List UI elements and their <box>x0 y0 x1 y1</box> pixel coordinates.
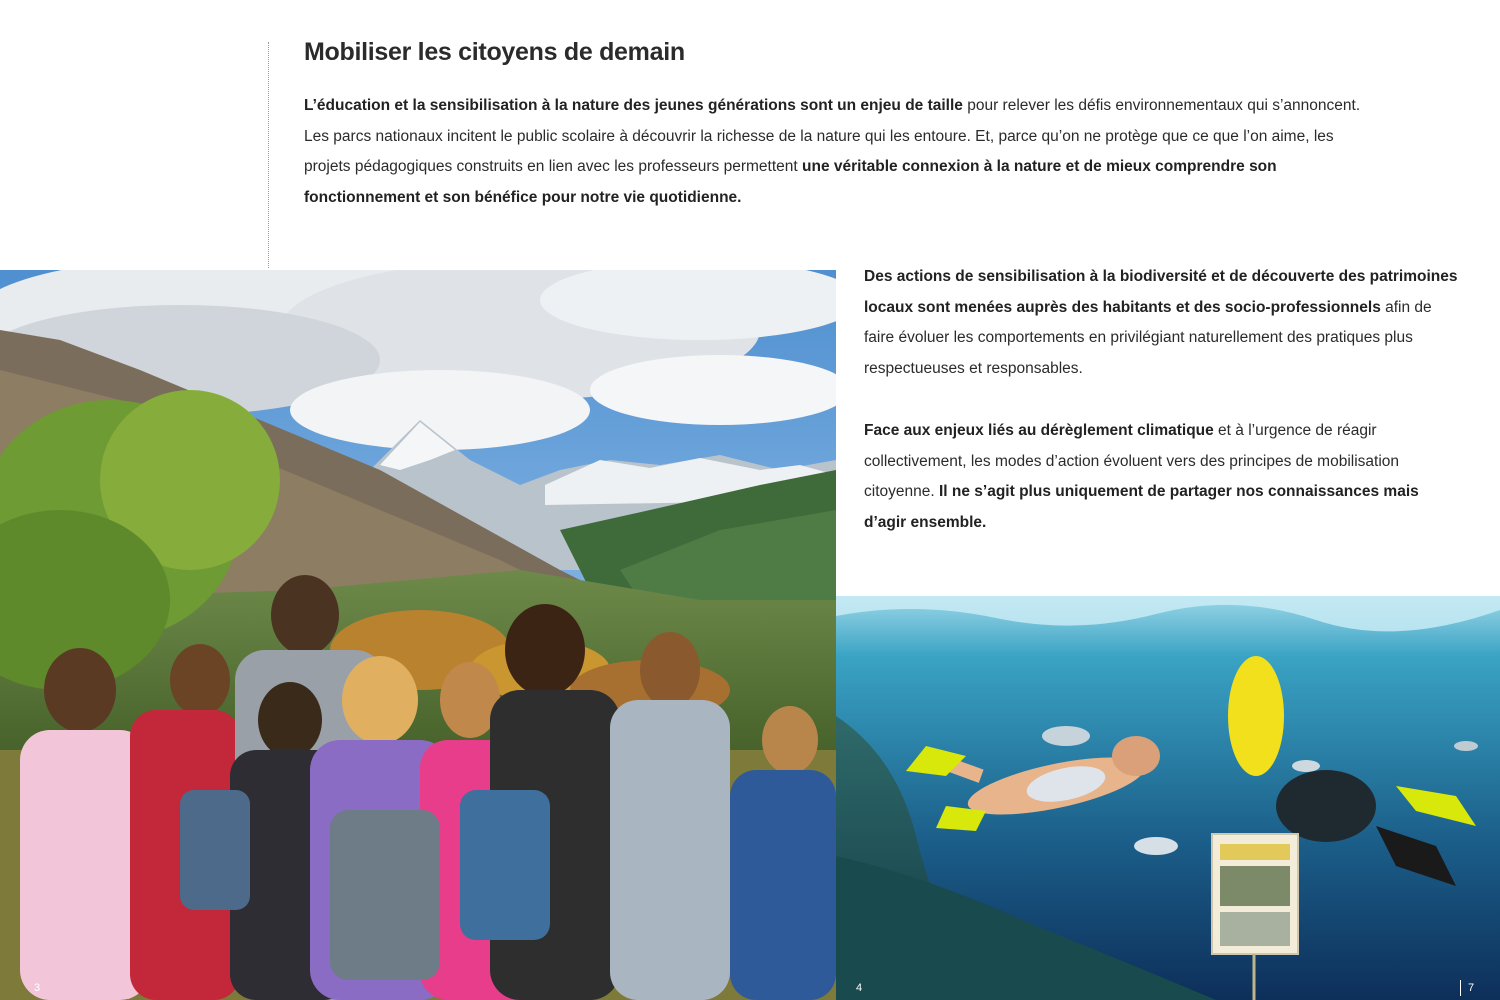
photo-caption-number: 4 <box>856 982 863 994</box>
side-p2-bold-end: Il ne s’agit plus uniquement de partager nos connaissances mais d’agir ensemble. <box>864 483 1419 531</box>
side-paragraph-awareness <box>864 262 1464 384</box>
vertical-divider <box>268 42 269 268</box>
mountain-class-photo <box>0 270 836 1000</box>
underwater-scene-illustration <box>836 596 1500 1000</box>
page-number: 7 <box>1468 982 1475 994</box>
mountain-scene-illustration <box>0 270 836 1000</box>
side-p1-text: afin de faire évoluer les comportements en privilégiant naturellement des pratiques plus respectueuses et responsables. <box>864 298 1432 377</box>
intro-bold-end: une véritable connexion à la nature et de mieux comprendre son fonctionnement et son bénéfice pour notre vie quotidienne. <box>304 158 1277 206</box>
side-paragraph-climate <box>864 416 1464 538</box>
page-title: Mobiliser les citoyens de demain <box>304 38 685 66</box>
side-p1-bold: Des actions de sensibilisation à la biodiversité et de découverte des patrimoines locaux sont menées auprès des habitants et des socio-professionnels <box>864 268 1458 316</box>
photo-caption-number: 3 <box>34 982 41 994</box>
underwater-snorkel-photo <box>836 596 1500 1000</box>
intro-body: pour relever les défis environnementaux qui s’annoncent. Les parcs nationaux incitent le public scolaire à découvrir la richesse de la nature qui les entoure. Et, parce qu’on ne protège que ce que l’on aime, les projets pédagogiques construits en lien avec les professeurs permettent <box>304 97 1361 175</box>
page-number-separator <box>1460 980 1461 996</box>
intro-bold-lead: L’éducation et la sensibilisation à la nature des jeunes générations sont un enjeu de taille <box>304 97 963 114</box>
intro-paragraph <box>304 91 1384 213</box>
side-p2-bold-lead: Face aux enjeux liés au dérèglement climatique <box>864 422 1214 439</box>
side-p2-text: et à l’urgence de réagir collectivement, les modes d’action évoluent vers des principes de mobilisation citoyenne. <box>864 422 1400 500</box>
